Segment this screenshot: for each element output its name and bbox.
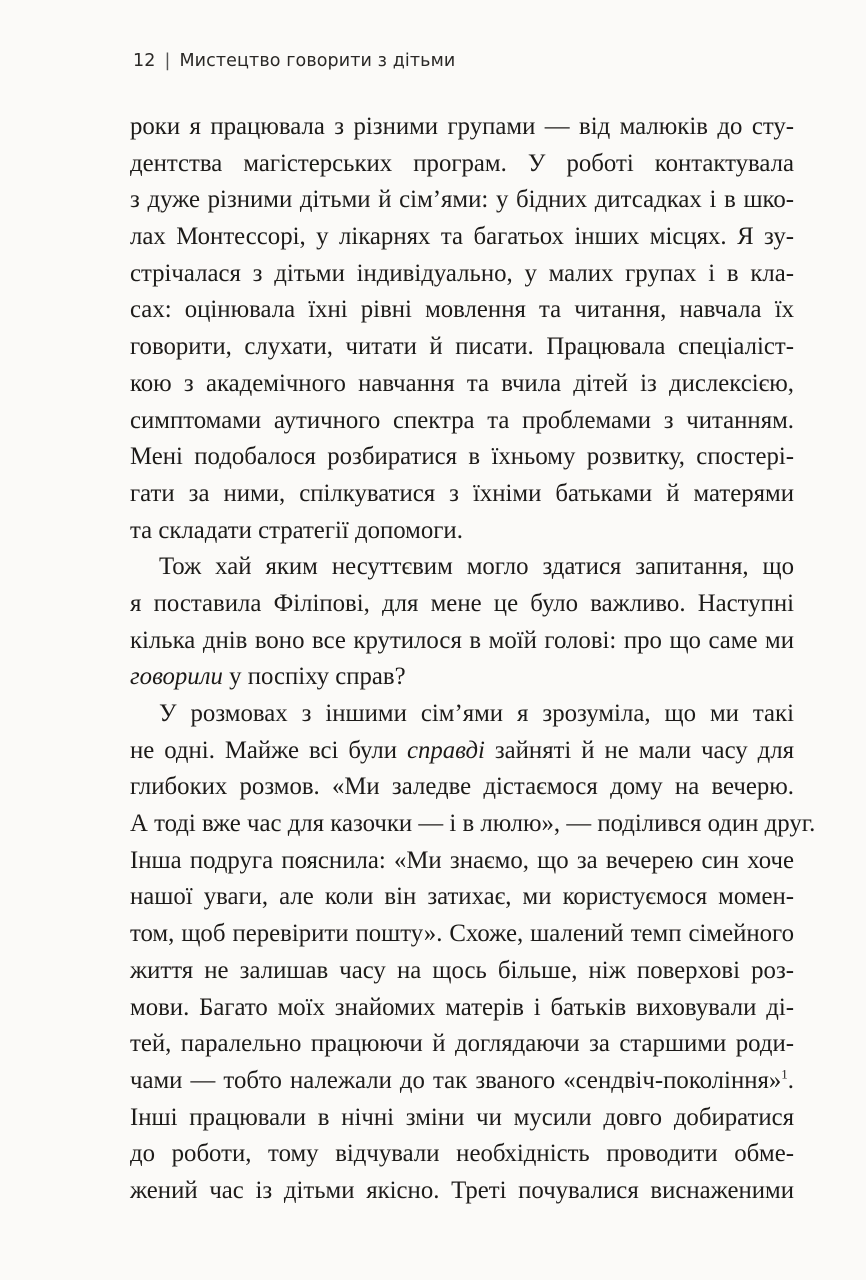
text-line: життя не залишав часу на щось більше, ніж поверхові роз-	[130, 956, 794, 984]
text-line: мови. Багато моїх знайомих матерів і батьків виховували ді-	[130, 993, 794, 1021]
text-line: стрічалася з дітьми індивідуально, у малих групах і в кла-	[130, 259, 794, 287]
text-line: я поставила Філіпові, для мене це було важливо. Наступні	[130, 589, 794, 617]
text-line: та складати стратегії допомоги.	[130, 516, 463, 544]
text-span: не одні. Майже всі були	[130, 736, 407, 764]
text-line: Інша подруга пояснила: «Ми знаємо, що за вечерею син хоче	[130, 846, 794, 874]
text-line	[130, 659, 794, 696]
text-line: жений час із дітьми якісно. Треті почувалися виснаженими	[130, 1176, 794, 1204]
page-number: 12	[133, 51, 156, 71]
text-line: том, щоб перевірити пошту». Схоже, шалений темп сімейного	[130, 920, 794, 948]
text-line: Тож хай яким несуттєвим могло здатися запитання, що	[159, 553, 794, 581]
text-line: лах Монтессорі, у лікарнях та багатьох інших місцях. Я зу-	[130, 223, 794, 251]
text-line: кою з академічного навчання та вчила дітей із дислексією,	[130, 369, 794, 397]
text-span: у поспіху справ?	[222, 663, 406, 691]
header-separator: |	[164, 51, 171, 71]
text-line: гати за ними, спілкуватися з їхніми батьками й матерями	[130, 479, 794, 507]
page-body	[130, 109, 816, 1210]
text-span: зайняті й не мали часу для	[484, 736, 794, 764]
emphasis-text: говорили	[130, 663, 223, 691]
text-line: У розмовах з іншими сім’ями я зрозуміла, що ми такі	[159, 700, 794, 727]
text-line: глибоких розмов. «Ми заледве дістаємося дому на вечерю.	[130, 773, 794, 801]
text-line: Мені подобалося розбиратися в їхньому розвитку, спостері-	[130, 443, 794, 471]
text-line: симптомами аутичного спектра та проблемами з читанням.	[130, 406, 794, 434]
book-title: Мистецтво говорити з дітьми	[179, 51, 456, 71]
text-line: говорити, слухати, читати й писати. Працювала спеціаліст-	[130, 333, 794, 361]
text-line: дентства магістерських програм. У роботі контактувала	[130, 149, 794, 177]
text-line: сах: оцінювала їхні рівні мовлення та читання, навчала їх	[130, 296, 794, 324]
text-span: чами — тобто належали до так званого «сендвіч-покоління»	[130, 1066, 782, 1094]
text-line: роки я працювала з різними групами — від малюків до сту-	[130, 113, 794, 140]
text-line: тей, паралельно працюючи й доглядаючи за старшими роди-	[130, 1030, 794, 1058]
footnote-marker: 1	[781, 1066, 788, 1082]
text-line: нашої уваги, але коли він затихає, ми користуємося момен-	[130, 883, 794, 911]
running-header	[133, 51, 455, 71]
text-line: з дуже різними дітьми й сім’ями: у бідних дитсадках і в шко-	[130, 186, 794, 214]
text-line	[130, 733, 794, 770]
text-line	[130, 1063, 794, 1100]
text-line: до роботи, тому відчували необхідність проводити обме-	[130, 1140, 794, 1168]
text-line: Інші працювали в нічні зміни чи мусили довго добиратися	[130, 1103, 794, 1131]
text-line: А тоді вже час для казочки — і в люлю», — поділився один друг.	[130, 810, 816, 838]
text-line: кілька днів воно все крутилося в моїй голові: про що саме ми	[130, 626, 794, 654]
emphasis-text: справді	[406, 736, 485, 764]
period: .	[787, 1066, 794, 1094]
